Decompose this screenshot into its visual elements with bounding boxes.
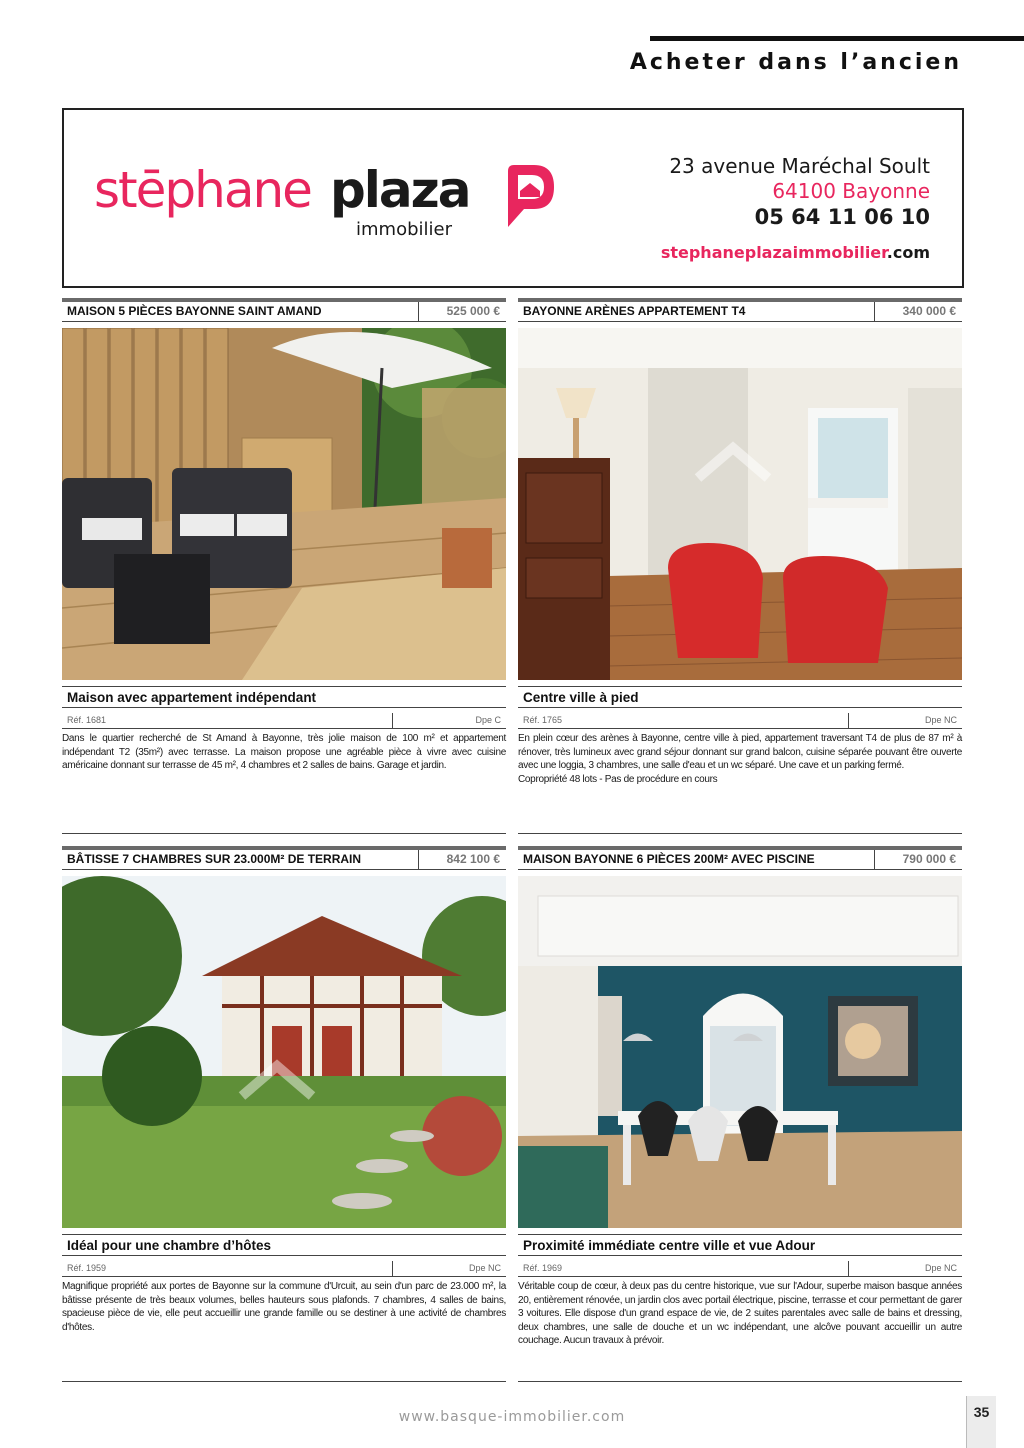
house-illustration xyxy=(62,876,506,1228)
agency-box xyxy=(62,108,964,288)
logo-bold-text: plaza xyxy=(330,161,470,219)
agency-logo[interactable] xyxy=(94,161,534,245)
listing-card xyxy=(518,846,962,1348)
listing-title: MAISON BAYONNE 6 PIÈCES 200M² AVEC PISCINE xyxy=(523,852,815,866)
top-rule xyxy=(650,36,1024,41)
listing-ref-row xyxy=(518,1261,962,1277)
column-rule xyxy=(518,833,962,834)
website-name: stephaneplazaimmobilier xyxy=(660,243,887,262)
listing-ref-row xyxy=(518,713,962,729)
terrace-illustration xyxy=(62,328,506,680)
plaza-mark-icon xyxy=(500,161,558,231)
listing-description: En plein cœur des arènes à Bayonne, centre ville à pied, appartement traversant T4 de plus de 87 m² à rénover, très lumineux avec grand séjour donnant sur grand balcon, cuisine séparée pouvant être ouverte avec une loggia, 3 chambres, une salle d'eau et un wc séparé. Une cave et un parking fermé. xyxy=(518,733,962,771)
listing-subtitle: Proximité immédiate centre ville et vue Adour xyxy=(518,1234,962,1256)
agency-contact xyxy=(661,154,930,263)
column-rule xyxy=(62,833,506,834)
listing-dpe: Dpe NC xyxy=(392,1261,506,1276)
page-number: 35 xyxy=(966,1396,996,1448)
section-title: Acheter dans l’ancien xyxy=(629,50,962,75)
website-tld: .com xyxy=(886,243,930,262)
listing-ref: Réf. 1681 xyxy=(67,715,107,725)
listing-subtitle: Idéal pour une chambre d’hôtes xyxy=(62,1234,506,1256)
dining-room-teal-wall-photo[interactable] xyxy=(518,876,962,1228)
listing-subtitle: Maison avec appartement indépendant xyxy=(62,686,506,708)
listing-header xyxy=(518,846,962,870)
listing-title: MAISON 5 PIÈCES BAYONNE SAINT AMAND xyxy=(67,304,322,318)
agency-phone[interactable]: 05 64 11 06 10 xyxy=(754,205,930,229)
column-rule xyxy=(62,1381,506,1382)
listing-header xyxy=(62,298,506,322)
listing-header xyxy=(518,298,962,322)
listing-description: Dans le quartier recherché de St Amand à Bayonne, très jolie maison de 100 m² et appartement indépendant T2 (35m²) avec terrasse. La maison propose une agréable pièce à vivre avec cuisine américaine donnant sur terrasse de 45 m², 4 chambres et 2 salles de bains. Garage et jardin. xyxy=(62,733,506,771)
living-room-red-armchairs-photo[interactable] xyxy=(518,328,962,680)
listing-price: 790 000 € xyxy=(874,850,962,869)
listing-ref: Réf. 1959 xyxy=(67,1263,107,1273)
listing-price: 525 000 € xyxy=(418,302,506,321)
column-rule xyxy=(518,1381,962,1382)
listing-description: Véritable coup de cœur, à deux pas du centre historique, vue sur l'Adour, superbe maison basque années 20, entièrement rénovée, un jardin clos avec portail électrique, piscine, terrasse et cour permettant de garer 3 voitures. Elle dispose d'un grand espace de vie, de 2 suites parentales avec salle de bains et dressing, deux chambres, une salle de douche et un wc indépendant, une alcôve pouvant accueillir un autre couchage. Aucun travaux à prévoir. xyxy=(518,1281,962,1346)
listing-header xyxy=(62,846,506,870)
dining-room-illustration xyxy=(518,876,962,1228)
listing-ref: Réf. 1765 xyxy=(523,715,563,725)
listing-dpe: Dpe C xyxy=(392,713,506,728)
listing-description: Magnifique propriété aux portes de Bayonne sur la commune d'Urcuit, au sein d'un parc de 23.000 m², la bâtisse présente de très beaux volumes, belles hauteurs sous plafonds. 7 chambres, 4 salles de bains, spacieuse pièce de vie, elle peut accueillir une grande famille ou se destiner à une activité de chambres d'hôtes. xyxy=(62,1281,506,1333)
wooden-terrace-photo[interactable] xyxy=(62,328,506,680)
logo-subtitle: immobilier xyxy=(356,219,452,240)
footer-url[interactable]: www.basque-immobilier.com xyxy=(398,1409,626,1425)
listing-ref-row xyxy=(62,1261,506,1277)
listing-price: 340 000 € xyxy=(874,302,962,321)
agency-website[interactable] xyxy=(661,243,930,263)
listing-card xyxy=(62,298,506,773)
agency-address: 23 avenue Maréchal Soult xyxy=(669,154,930,178)
listing-ref: Réf. 1969 xyxy=(523,1263,563,1273)
listing-price: 842 100 € xyxy=(418,850,506,869)
listing-title: BAYONNE ARÈNES APPARTEMENT T4 xyxy=(523,304,746,318)
listing-title: BÂTISSE 7 CHAMBRES SUR 23.000M² DE TERRAIN xyxy=(67,852,362,866)
listing-dpe: Dpe NC xyxy=(848,1261,962,1276)
agency-city: 64100 Bayonne xyxy=(772,179,930,203)
listing-description-extra: Copropriété 48 lots - Pas de procédure en cours xyxy=(518,773,718,785)
listing-subtitle: Centre ville à pied xyxy=(518,686,962,708)
listing-card xyxy=(518,298,962,786)
listing-card xyxy=(62,846,506,1334)
listing-dpe: Dpe NC xyxy=(848,713,962,728)
living-room-illustration xyxy=(518,328,962,680)
basque-house-garden-photo[interactable] xyxy=(62,876,506,1228)
logo-light-text: stēphane xyxy=(94,161,311,219)
listing-ref-row xyxy=(62,713,506,729)
